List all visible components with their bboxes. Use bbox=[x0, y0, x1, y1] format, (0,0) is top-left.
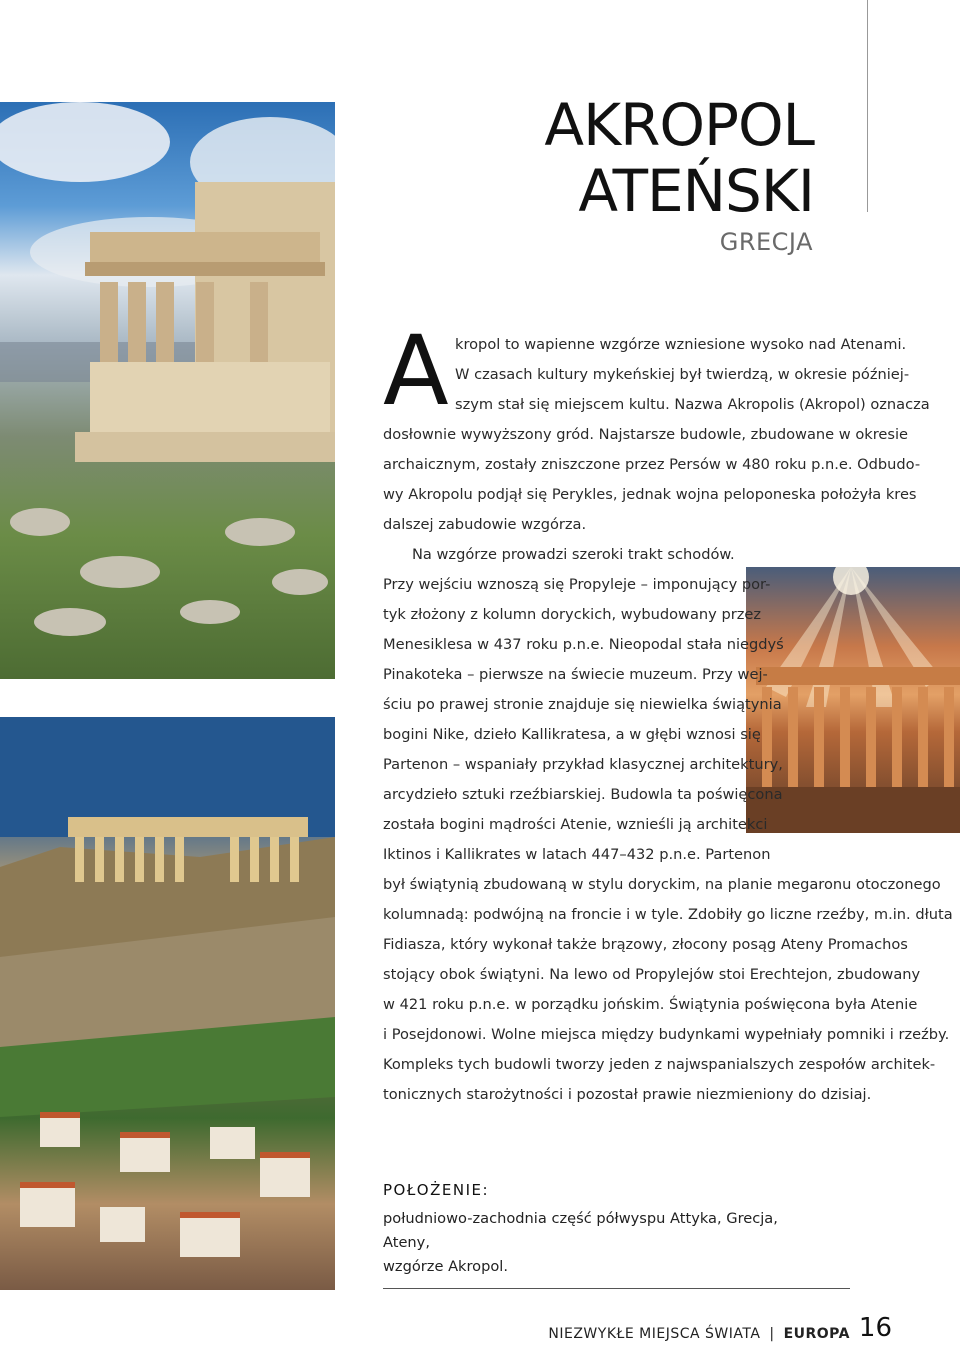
drop-cap: A bbox=[383, 315, 449, 427]
text-line: Na wzgórze prowadzi szeroki trakt schodów. bbox=[412, 546, 735, 563]
paragraph-intro bbox=[383, 330, 930, 540]
page-title bbox=[544, 92, 814, 224]
footer-divider bbox=[383, 1288, 850, 1289]
footer-separator: | bbox=[769, 1326, 775, 1342]
title-line-2: ATEŃSKI bbox=[578, 157, 814, 225]
text-line: szym stał się miejscem kultu. Nazwa Akropolis (Akropol) oznacza bbox=[455, 396, 930, 413]
text-line: Przy wejściu wznoszą się Propyleje – imponujący por- bbox=[383, 576, 771, 593]
location-line-2: wzgórze Akropol. bbox=[383, 1258, 508, 1275]
location-text bbox=[383, 1207, 803, 1279]
country-subtitle: GRECJA bbox=[719, 228, 813, 256]
text-line: Fidiasza, który wykonał także brązowy, złocony posąg Ateny Promachos bbox=[383, 936, 908, 953]
text-line: dalszej zabudowie wzgórza. bbox=[383, 516, 587, 533]
footer-region: EUROPA bbox=[783, 1326, 850, 1342]
text-line: Partenon – wspaniały przykład klasycznej architektury, bbox=[383, 756, 783, 773]
text-line: została bogini mądrości Atenie, wznieśli ją architekci bbox=[383, 816, 768, 833]
photo-erechtheion bbox=[0, 102, 335, 679]
text-line: arcydzieło sztuki rzeźbiarskiej. Budowla ta poświęcona bbox=[383, 786, 783, 803]
text-line: w 421 roku p.n.e. w porządku jońskim. Świątynia poświęcona była Atenie bbox=[383, 996, 918, 1013]
text-line: ściu po prawej stronie znajduje się niewielka świątynia bbox=[383, 696, 782, 713]
text-line: stojący obok świątyni. Na lewo od Propylejów stoi Erechtejon, zbudowany bbox=[383, 966, 921, 983]
text-line: bogini Nike, dzieło Kallikratesa, a w głębi wznosi się bbox=[383, 726, 761, 743]
text-line: kropol to wapienne wzgórze wzniesione wysoko nad Atenami. bbox=[455, 336, 907, 353]
location-heading bbox=[383, 1181, 489, 1199]
location-label: POŁOŻENIE bbox=[383, 1181, 483, 1199]
footer-series: NIEZWYKŁE MIEJSCA ŚWIATA bbox=[548, 1326, 761, 1342]
text-line: Kompleks tych budowli tworzy jeden z najwspanialszych zespołów architek- bbox=[383, 1056, 936, 1073]
title-line-1: AKROPOL bbox=[544, 91, 814, 159]
text-line: Pinakoteka – pierwsze na świecie muzeum. Przy wej- bbox=[383, 666, 768, 683]
location-line-1: południowo-zachodnia część półwyspu Attyka, Grecja, Ateny, bbox=[383, 1210, 778, 1251]
text-line: archaicznym, zostały zniszczone przez Persów w 480 roku p.n.e. Odbudo- bbox=[383, 456, 921, 473]
text-line: kolumnadą: podwójną na froncie i w tyle. Zdobiły go liczne rzeźby, m.in. dłuta bbox=[383, 906, 953, 923]
text-line: i Posejdonowi. Wolne miejsca między budynkami wypełniały pomniki i rzeźby. bbox=[383, 1026, 950, 1043]
text-line: dosłownie wywyższony gród. Najstarsze budowle, zbudowane w okresie bbox=[383, 426, 909, 443]
text-line: Iktinos i Kallikrates w latach 447–432 p.n.e. Partenon bbox=[383, 846, 771, 863]
photo-acropolis-hill bbox=[0, 717, 335, 1290]
decorative-vertical-line bbox=[867, 0, 868, 212]
text-line: tonicznych starożytności i pozostał prawie niezmieniony do dzisiaj. bbox=[383, 1086, 872, 1103]
running-footer bbox=[548, 1326, 850, 1342]
text-line: był świątynią zbudowaną w stylu doryckim, na planie megaronu otoczonego bbox=[383, 876, 941, 893]
text-line: tyk złożony z kolumn doryckich, wybudowany przez bbox=[383, 606, 762, 623]
page-number: 16 bbox=[858, 1313, 892, 1343]
location-colon: : bbox=[482, 1181, 490, 1199]
text-line: Menesiklesa w 437 roku p.n.e. Nieopodal stała niegdyś bbox=[383, 636, 784, 653]
text-line: W czasach kultury mykeńskiej był twierdzą, w okresie później- bbox=[455, 366, 910, 383]
text-line: wy Akropolu podjął się Perykles, jednak wojna peloponeska położyła kres bbox=[383, 486, 917, 503]
paragraph-main bbox=[383, 540, 953, 1110]
